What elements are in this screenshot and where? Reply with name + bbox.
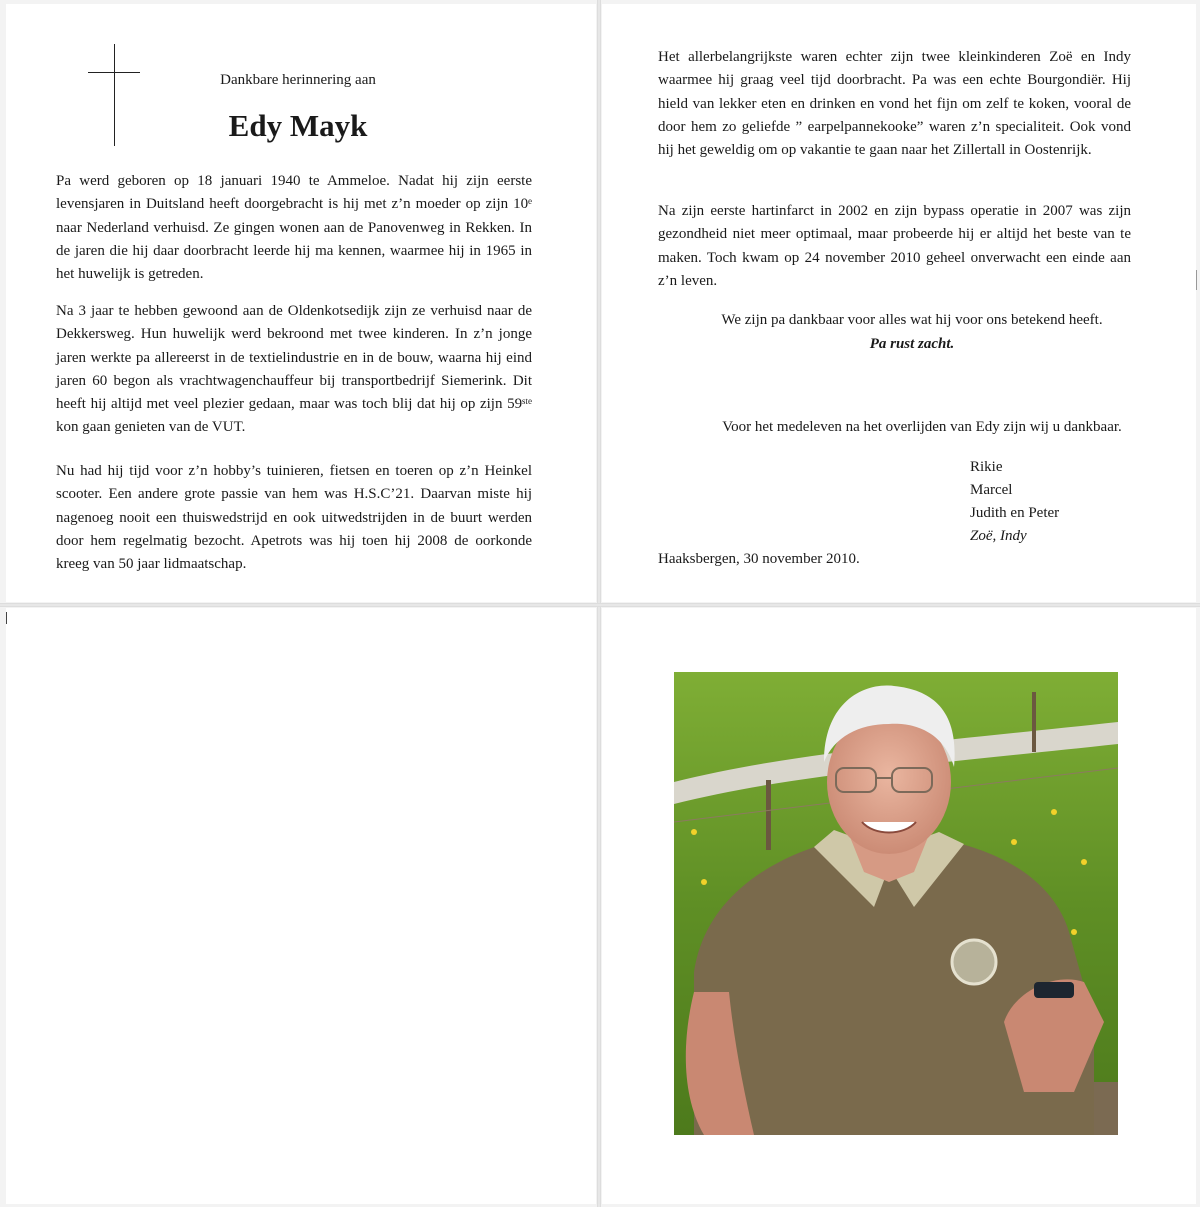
place-date: Haaksbergen, 30 november 2010. xyxy=(658,551,860,567)
page-photo xyxy=(602,608,1196,1204)
portrait-photo-icon xyxy=(674,672,1118,1135)
signatory: Judith en Peter xyxy=(970,505,1060,521)
thanks-line: We zijn pa dankbaar voor alles wat hij voor ons betekend heeft. xyxy=(721,312,1103,328)
intro-text: Dankbare herinnering aan xyxy=(220,72,376,88)
biography-paragraph: Nu had hij tijd voor z’n hobby’s tuinieren, fietsen en toeren op z’n Heinkel scooter. Een andere grote passie van hem was H.S.C’21. Daarvan miste hij nagenoeg nooit een thuiswedstrijd en ook uitwedstrijden in de buurt werden door hem regelmatig bezocht. Apetrots was hij toen hij 2008 de oorkonde kreeg van 50 jaar lidmaatschap. xyxy=(56,463,532,573)
sympathy-line: Voor het medeleven na het overlijden van Edy zijn wij u dankbaar. xyxy=(722,419,1122,435)
signatory: Marcel xyxy=(970,482,1013,498)
page-fold-horizontal xyxy=(0,603,1200,607)
signatory: Zoë, Indy xyxy=(970,528,1027,544)
page-left xyxy=(6,4,596,602)
signatory: Rikie xyxy=(970,459,1003,475)
deceased-name: Edy Mayk xyxy=(228,108,368,143)
biography-paragraph: Pa werd geboren op 18 januari 1940 te Ammeloe. Nadat hij zijn eerste levensjaren in Duitsland heeft doorgebracht is hij met z’n moeder op zijn 10ᵉ naar Nederland verhuisd. Ze gingen wonen aan de Panovenweg in Rekken. In de jaren die hij daar doorbracht leerde hij ma kennen, waarmee hij in 1965 in het huwelijk is getreden. xyxy=(56,173,532,283)
rest-in-peace-line: Pa rust zacht. xyxy=(869,336,955,352)
page-right xyxy=(602,4,1196,602)
biography-paragraph: Na 3 jaar te hebben gewoond aan de Oldenkotsedijk zijn ze verhuisd naar de Dekkersweg. Hun huwelijk werd bekroond met twee kinderen. In z’n jonge jaren werkte pa allereerst in de textielindustrie en in de bouw, waarna hij eind jaren 60 begon als vrachtwagenchauffeur bij transportbedrijf Siemerink. Dit heeft hij altijd met veel plezier gedaan, maar was toch blij dat hij op zijn 59ˢᵗᵉ kon gaan genieten van de VUT. xyxy=(56,303,532,436)
edge-mark xyxy=(6,612,7,624)
edge-mark xyxy=(1196,270,1197,290)
biography-paragraph: Na zijn eerste hartinfarct in 2002 en zijn bypass operatie in 2007 was zijn gezondheid niet meer optimaal, maar probeerde hij er altijd het beste van te maken. Toch kwam op 24 november 2010 geheel onverwacht een einde aan z’n leven. xyxy=(658,203,1131,289)
page-blank xyxy=(6,608,596,1204)
biography-paragraph: Het allerbelangrijkste waren echter zijn twee kleinkinderen Zoë en Indy waarmee hij graag veel tijd doorbracht. Pa was een echte Bourgondiër. Hij hield van lekker eten en drinken en vond het fijn om zelf te koken, vooral de door hem zo geliefde ” earpelpannekooke” waren z’n specialiteit. Ook vond hij het geweldig om op vakantie te gaan naar het Zillertall in Oostenrijk. xyxy=(658,49,1131,159)
